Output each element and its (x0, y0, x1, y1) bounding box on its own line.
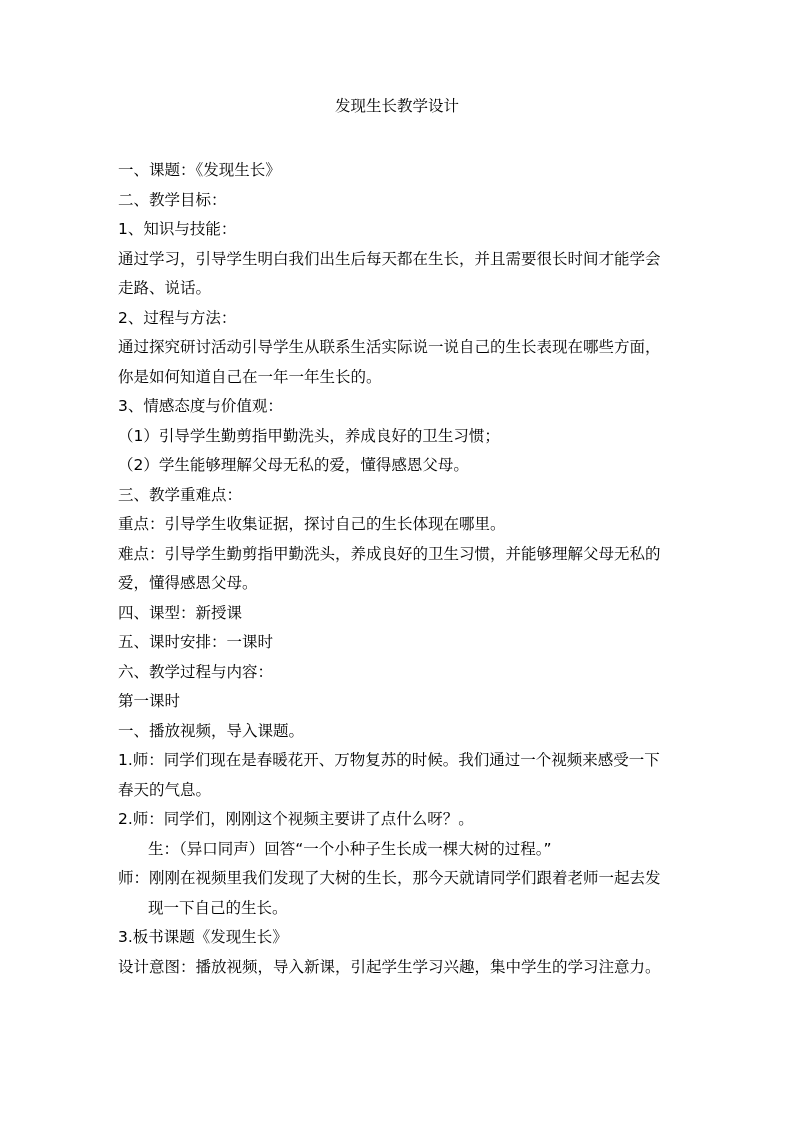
section-objectives: 二、教学目标： (118, 190, 227, 209)
paragraph-line: 重点：引导学生收集证据，探讨自己的生长体现在哪里。 (118, 515, 506, 533)
list-item: （2）学生能够理解父母无私的爱，懂得感恩父母。 (118, 456, 469, 474)
objective-emotion-heading: 3、情感态度与价值观： (118, 397, 283, 415)
paragraph-line: 师：刚刚在视频里我们发现了大树的生长，那今天就请同学们跟着老师一起去发 (118, 869, 661, 887)
section-key-points: 三、教学重难点： (118, 485, 243, 504)
paragraph-line: 2.师：同学们，刚刚这个视频主要讲了点什么呀？。 (118, 810, 474, 828)
paragraph-line: 通过学习，引导学生明白我们出生后每天都在生长，并且需要很长时间才能学会 (118, 249, 661, 268)
document-body (118, 156, 683, 982)
paragraph-line: 走路、说话。 (118, 279, 212, 297)
paragraph-line: 你是如何知道自己在一年一年生长的。 (118, 367, 382, 386)
lesson-heading: 第一课时 (118, 692, 181, 710)
section-topic: 一、课题：《发现生长》 (118, 161, 281, 179)
paragraph-line: 1.师：同学们现在是春暖花开、万物复苏的时候。我们通过一个视频来感受一下 (118, 751, 660, 769)
list-item: （1）引导学生勤剪指甲勤洗头，养成良好的卫生习惯； (118, 426, 500, 445)
paragraph-line: 现一下自己的生长。 (148, 898, 288, 917)
paragraph-line: 生：（异口同声）回答“一个小种子生长成一棵大树的过程。” (148, 839, 552, 858)
objective-process-heading: 2、过程与方法： (118, 308, 237, 327)
paragraph-line: 3.板书课题《发现生长》 (118, 928, 288, 946)
section-lesson-type: 四、课型：新授课 (118, 603, 243, 622)
paragraph-line: 通过探究研讨活动引导学生从联系生活实际说一说自己的生长表现在哪些方面， (118, 338, 661, 356)
section-schedule: 五、课时安排：一课时 (118, 633, 274, 651)
paragraph-line: 难点：引导学生勤剪指甲勤洗头，养成良好的卫生习惯，并能够理解父母无私的 (118, 544, 661, 563)
paragraph-line: 爱，懂得感恩父母。 (118, 574, 258, 592)
paragraph-line: 设计意图：播放视频，导入新课，引起学生学习兴趣，集中学生的学习注意力。 (118, 957, 661, 976)
step-heading: 一、播放视频，导入课题。 (118, 721, 305, 740)
objective-knowledge-heading: 1、知识与技能： (118, 220, 237, 238)
document-title: 发现生长教学设计 (334, 97, 459, 115)
paragraph-line: 春天的气息。 (118, 780, 212, 799)
section-process: 六、教学过程与内容： (118, 662, 274, 681)
